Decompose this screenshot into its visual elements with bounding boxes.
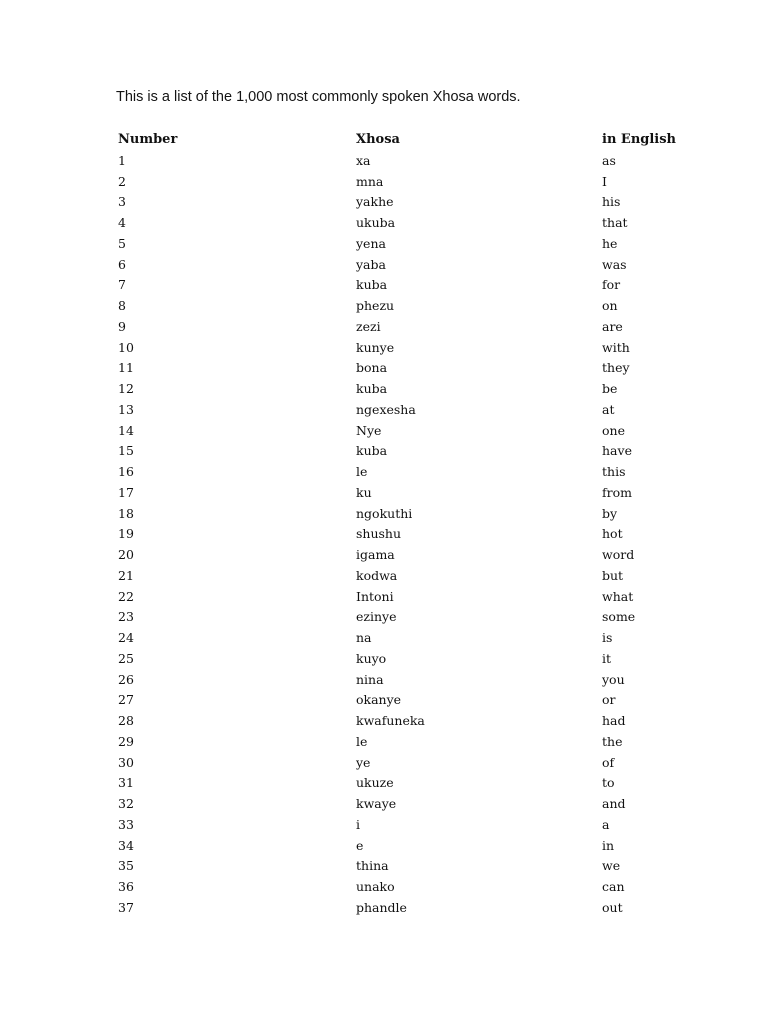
- row-number: 32: [118, 796, 134, 811]
- table-row: [118, 172, 718, 193]
- table-row: [118, 483, 718, 504]
- row-english-word: but: [602, 567, 624, 583]
- row-english-word: by: [602, 505, 618, 521]
- row-xhosa-word: e: [356, 837, 364, 853]
- row-xhosa-word: phezu: [356, 298, 395, 313]
- header-english: in English: [602, 132, 677, 147]
- row-english-word: out: [602, 899, 623, 915]
- row-number: 26: [118, 671, 134, 687]
- table-row: [118, 794, 718, 815]
- table-row: [118, 255, 718, 276]
- row-number: 28: [118, 713, 134, 728]
- row-xhosa-word: kuba: [356, 443, 388, 459]
- row-number: 6: [118, 256, 126, 272]
- row-xhosa-word: mna: [356, 173, 384, 189]
- row-number: 37: [118, 899, 134, 915]
- row-xhosa-word: xa: [356, 152, 371, 168]
- row-number: 31: [118, 775, 134, 791]
- table-row: [118, 504, 718, 525]
- table-row: [118, 400, 718, 421]
- row-english-word: I: [602, 173, 607, 189]
- row-english-word: it: [602, 650, 612, 666]
- row-xhosa-word: shushu: [356, 526, 402, 542]
- table-row: [118, 462, 718, 483]
- row-number: 10: [118, 339, 134, 355]
- row-number: 34: [118, 837, 134, 853]
- row-english-word: to: [602, 775, 615, 791]
- table-row: [118, 545, 718, 566]
- table-row: [118, 836, 718, 857]
- row-english-word: with: [602, 339, 630, 355]
- table-row: [118, 587, 718, 608]
- word-list-table: [118, 130, 718, 919]
- row-xhosa-word: okanye: [356, 692, 402, 708]
- row-xhosa-word: thina: [356, 858, 389, 874]
- row-english-word: be: [602, 381, 618, 396]
- row-english-word: this: [602, 464, 626, 479]
- row-number: 18: [118, 505, 134, 521]
- row-english-word: one: [602, 422, 625, 438]
- row-number: 24: [118, 630, 134, 645]
- row-xhosa-word: le: [356, 464, 368, 479]
- row-english-word: can: [602, 879, 625, 894]
- row-xhosa-word: yakhe: [356, 194, 394, 210]
- row-number: 15: [118, 443, 134, 459]
- row-xhosa-word: yaba: [356, 256, 386, 272]
- row-xhosa-word: kwafuneka: [356, 713, 425, 728]
- table-row: [118, 296, 718, 317]
- table-row: [118, 421, 718, 442]
- table-row: [118, 192, 718, 213]
- row-number: 9: [118, 318, 126, 334]
- row-english-word: in: [602, 837, 615, 853]
- row-english-word: are: [602, 318, 623, 334]
- row-english-word: and: [602, 796, 626, 811]
- row-english-word: a: [602, 816, 610, 832]
- row-english-word: you: [602, 671, 625, 687]
- row-number: 5: [118, 235, 126, 251]
- row-xhosa-word: kuba: [356, 381, 388, 396]
- table-row: [118, 213, 718, 234]
- row-xhosa-word: na: [356, 630, 372, 645]
- row-number: 30: [118, 754, 134, 770]
- row-english-word: he: [602, 235, 618, 251]
- table-row: [118, 877, 718, 898]
- row-english-word: the: [602, 733, 623, 749]
- row-number: 4: [118, 215, 126, 230]
- row-xhosa-word: le: [356, 733, 368, 749]
- row-number: 20: [118, 547, 134, 562]
- row-number: 36: [118, 879, 134, 894]
- table-header-row: [118, 130, 718, 151]
- row-number: 29: [118, 733, 134, 749]
- row-xhosa-word: ukuba: [356, 215, 396, 230]
- row-english-word: some: [602, 609, 636, 625]
- table-body: [118, 151, 718, 919]
- table-row: [118, 815, 718, 836]
- table-row: [118, 753, 718, 774]
- row-number: 33: [118, 816, 134, 832]
- table-row: [118, 628, 718, 649]
- row-number: 22: [118, 588, 134, 604]
- row-english-word: as: [602, 152, 616, 168]
- row-english-word: of: [602, 754, 615, 770]
- row-number: 21: [118, 567, 134, 583]
- row-english-word: they: [602, 360, 630, 376]
- table-row: [118, 275, 718, 296]
- row-number: 25: [118, 650, 134, 666]
- row-english-word: that: [602, 215, 628, 230]
- row-number: 1: [118, 152, 126, 168]
- row-number: 27: [118, 692, 134, 708]
- row-xhosa-word: kunye: [356, 339, 395, 355]
- table-row: [118, 898, 718, 919]
- table-row: [118, 607, 718, 628]
- table-row: [118, 773, 718, 794]
- row-xhosa-word: Nye: [356, 422, 382, 438]
- table-row: [118, 711, 718, 732]
- row-xhosa-word: kuyo: [356, 650, 387, 666]
- row-xhosa-word: ku: [356, 484, 372, 500]
- table-row: [118, 234, 718, 255]
- row-number: 13: [118, 401, 134, 417]
- row-xhosa-word: kuba: [356, 277, 388, 293]
- table-row: [118, 566, 718, 587]
- table-row: [118, 358, 718, 379]
- row-english-word: what: [602, 588, 634, 604]
- row-english-word: or: [602, 692, 616, 708]
- row-xhosa-word: kwaye: [356, 796, 397, 811]
- table-row: [118, 379, 718, 400]
- header-xhosa: Xhosa: [356, 132, 400, 147]
- row-xhosa-word: ezinye: [356, 609, 397, 625]
- row-english-word: we: [602, 858, 621, 874]
- row-number: 11: [118, 360, 134, 376]
- row-xhosa-word: unako: [356, 879, 395, 894]
- row-xhosa-word: ngokuthi: [356, 505, 413, 521]
- row-xhosa-word: yena: [356, 235, 386, 251]
- table-row: [118, 441, 718, 462]
- row-english-word: on: [602, 298, 618, 313]
- table-row: [118, 690, 718, 711]
- intro-text: This is a list of the 1,000 most commonly spoken Xhosa words.: [116, 89, 521, 105]
- row-xhosa-word: i: [356, 816, 360, 832]
- row-number: 2: [118, 173, 126, 189]
- row-number: 14: [118, 422, 134, 438]
- row-number: 19: [118, 526, 134, 542]
- row-xhosa-word: kodwa: [356, 567, 398, 583]
- table-row: [118, 524, 718, 545]
- table-row: [118, 732, 718, 753]
- row-xhosa-word: phandle: [356, 899, 407, 915]
- table-row: [118, 317, 718, 338]
- row-number: 7: [118, 277, 126, 293]
- row-number: 16: [118, 464, 134, 479]
- table-row: [118, 338, 718, 359]
- header-number: Number: [118, 132, 178, 147]
- row-english-word: hot: [602, 526, 623, 542]
- table-row: [118, 649, 718, 670]
- row-xhosa-word: Intoni: [356, 588, 394, 604]
- row-xhosa-word: bona: [356, 360, 388, 376]
- row-xhosa-word: ye: [356, 754, 371, 770]
- table-row: [118, 670, 718, 691]
- row-english-word: have: [602, 443, 632, 459]
- row-number: 8: [118, 298, 126, 313]
- row-xhosa-word: nina: [356, 671, 384, 687]
- row-english-word: his: [602, 194, 621, 210]
- row-english-word: for: [602, 277, 621, 293]
- row-xhosa-word: zezi: [356, 318, 381, 334]
- row-number: 12: [118, 381, 134, 396]
- row-english-word: at: [602, 401, 615, 417]
- table-row: [118, 151, 718, 172]
- row-number: 23: [118, 609, 134, 625]
- row-xhosa-word: ngexesha: [356, 401, 416, 417]
- row-english-word: had: [602, 713, 626, 728]
- row-english-word: is: [602, 630, 613, 645]
- row-number: 35: [118, 858, 134, 874]
- table-row: [118, 856, 718, 877]
- row-english-word: was: [602, 256, 627, 272]
- row-number: 17: [118, 484, 134, 500]
- row-english-word: word: [602, 547, 635, 562]
- row-number: 3: [118, 194, 126, 210]
- row-xhosa-word: ukuze: [356, 775, 394, 791]
- row-english-word: from: [602, 484, 632, 500]
- row-xhosa-word: igama: [356, 547, 395, 562]
